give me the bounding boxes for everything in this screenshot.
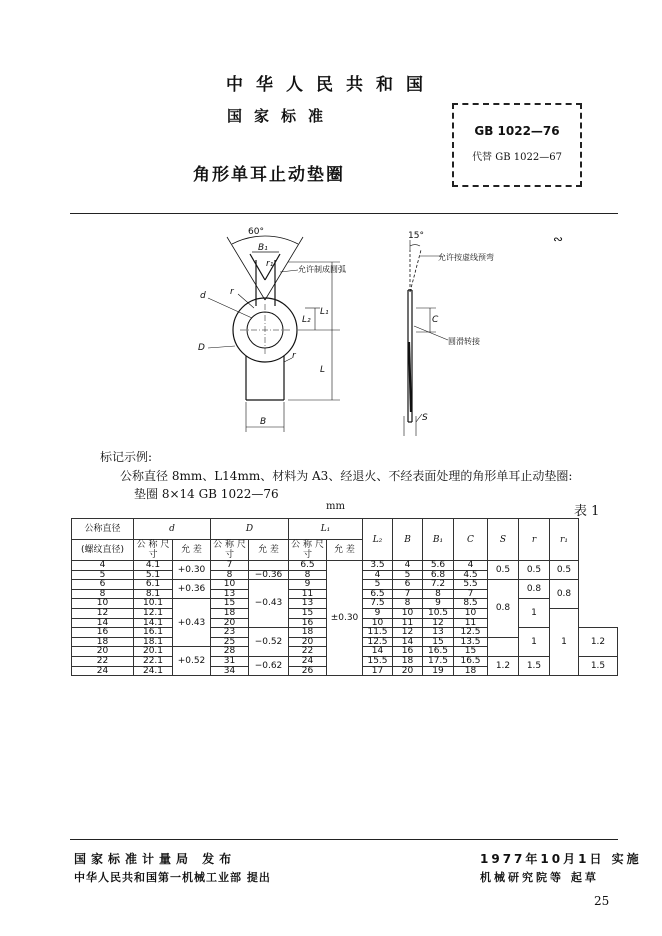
cell-D: 31 bbox=[211, 656, 249, 666]
cell-D: 34 bbox=[211, 666, 249, 676]
L1-label: L₁ bbox=[320, 307, 329, 317]
S-label: S bbox=[422, 413, 428, 423]
cell-d: 20.1 bbox=[134, 647, 173, 657]
cell-L2: 6.5 bbox=[363, 589, 393, 599]
proposer: 中华人民共和国第一机械工业部 提出 bbox=[74, 871, 271, 884]
cell-nominal: 5 bbox=[72, 570, 134, 580]
cell-C: 13.5 bbox=[454, 637, 488, 647]
cell-d-tol: +0.43 bbox=[173, 599, 211, 647]
cell-L2: 4 bbox=[363, 570, 393, 580]
cell-B1: 13 bbox=[423, 628, 454, 638]
th-D: D bbox=[211, 519, 289, 540]
cell-D: 10 bbox=[211, 580, 249, 590]
corner-mark: ∾ bbox=[553, 232, 564, 246]
th-r1: r₁ bbox=[550, 519, 579, 561]
cell-r: 1.2 bbox=[579, 628, 618, 657]
drafter: 机械研究院等 起草 bbox=[480, 871, 599, 884]
footer-divider bbox=[70, 839, 618, 840]
cell-B: 12 bbox=[393, 628, 423, 638]
r-top-label: r bbox=[230, 287, 234, 297]
th-d-size: 公 称 尺 寸 bbox=[134, 540, 173, 561]
cell-nominal: 8 bbox=[72, 589, 134, 599]
cell-C: 10 bbox=[454, 608, 488, 618]
cell-D-tol: −0.43 bbox=[249, 580, 289, 628]
cell-B: 11 bbox=[393, 618, 423, 628]
cell-nominal: 12 bbox=[72, 608, 134, 618]
cell-nominal: 20 bbox=[72, 647, 134, 657]
cell-L1-tol: ±0.30 bbox=[327, 561, 363, 676]
th-B: B bbox=[393, 519, 423, 561]
cell-L2: 12.5 bbox=[363, 637, 393, 647]
cell-nominal: 14 bbox=[72, 618, 134, 628]
cell-r: 0.8 bbox=[519, 580, 550, 599]
cell-C: 8.5 bbox=[454, 599, 488, 609]
cell-d: 22.1 bbox=[134, 656, 173, 666]
cell-L2: 9 bbox=[363, 608, 393, 618]
cell-B: 8 bbox=[393, 599, 423, 609]
C-label: C bbox=[432, 315, 439, 325]
cell-B: 20 bbox=[393, 666, 423, 676]
cell-nominal: 4 bbox=[72, 561, 134, 571]
cell-nominal: 10 bbox=[72, 599, 134, 609]
angle-15-label: 15° bbox=[408, 231, 424, 241]
cell-B: 4 bbox=[393, 561, 423, 571]
marking-example-text: 公称直径 8mm、L14mm、材料为 A3、经退火、不经表面处理的角形单耳止动垫圈: bbox=[120, 469, 573, 483]
cell-D: 7 bbox=[211, 561, 249, 571]
cell-r: 1.5 bbox=[519, 656, 550, 675]
cell-r1: 1 bbox=[550, 608, 579, 675]
cell-L2: 15.5 bbox=[363, 656, 393, 666]
note-arc-label: 允许制成圆弧 bbox=[298, 265, 346, 274]
header-divider bbox=[70, 213, 618, 214]
dimension-table bbox=[71, 518, 618, 676]
cell-r: 0.5 bbox=[519, 561, 550, 580]
cell-d: 16.1 bbox=[134, 628, 173, 638]
b1-label: B₁ bbox=[258, 243, 268, 253]
standard-number: GB 1022—76 bbox=[474, 124, 560, 138]
cell-B: 18 bbox=[393, 656, 423, 666]
cell-S: 0.8 bbox=[488, 580, 519, 638]
cell-L2: 10 bbox=[363, 618, 393, 628]
cell-C: 18 bbox=[454, 666, 488, 676]
th-d: d bbox=[134, 519, 211, 540]
marking-example-code: 垫圈 8×14 GB 1022—76 bbox=[134, 487, 279, 501]
cell-L1: 15 bbox=[289, 608, 327, 618]
note-round-label: 圆滑转接 bbox=[448, 337, 480, 346]
doc-title: 角形单耳止动垫圈 bbox=[193, 165, 345, 185]
cell-B: 10 bbox=[393, 608, 423, 618]
cell-nominal: 6 bbox=[72, 580, 134, 590]
cell-L2: 14 bbox=[363, 647, 393, 657]
cell-D-tol: −0.36 bbox=[249, 570, 289, 580]
cell-D-tol: −0.62 bbox=[249, 656, 289, 675]
th-d-tol: 允 差 bbox=[173, 540, 211, 561]
cell-C: 7 bbox=[454, 589, 488, 599]
cell-L2: 17 bbox=[363, 666, 393, 676]
cell-d: 24.1 bbox=[134, 666, 173, 676]
cell-B1: 19 bbox=[423, 666, 454, 676]
cell-D-tol-empty bbox=[249, 561, 289, 571]
cell-B1: 5.6 bbox=[423, 561, 454, 571]
cell-B: 7 bbox=[393, 589, 423, 599]
cell-B1: 12 bbox=[423, 618, 454, 628]
cell-C: 16.5 bbox=[454, 656, 488, 666]
cell-S: 1 bbox=[519, 628, 550, 657]
cell-B: 5 bbox=[393, 570, 423, 580]
table-row bbox=[72, 561, 618, 571]
page-number: 25 bbox=[594, 894, 610, 908]
cell-d: 5.1 bbox=[134, 570, 173, 580]
country-name: 中华人民共和国 bbox=[226, 75, 436, 95]
th-nominal-sub: (螺纹直径) bbox=[72, 540, 134, 561]
L2-label: L₂ bbox=[302, 315, 311, 325]
standard-type: 国家标准 bbox=[226, 107, 335, 125]
cell-D: 8 bbox=[211, 570, 249, 580]
th-D-size: 公 称 尺 寸 bbox=[211, 540, 249, 561]
cell-d: 10.1 bbox=[134, 599, 173, 609]
cell-d: 12.1 bbox=[134, 608, 173, 618]
cell-C: 5.5 bbox=[454, 580, 488, 590]
cell-C: 4 bbox=[454, 561, 488, 571]
cell-nominal: 22 bbox=[72, 656, 134, 666]
cell-d: 4.1 bbox=[134, 561, 173, 571]
cell-D: 28 bbox=[211, 647, 249, 657]
cell-L2: 5 bbox=[363, 580, 393, 590]
cell-B: 6 bbox=[393, 580, 423, 590]
effective-date: 1977年10月1日 实施 bbox=[480, 852, 642, 866]
th-L1-size: 公 称 尺 寸 bbox=[289, 540, 327, 561]
cell-L2: 11.5 bbox=[363, 628, 393, 638]
angle-60-label: 60° bbox=[248, 227, 264, 237]
th-D-tol: 允 差 bbox=[249, 540, 289, 561]
cell-C: 4.5 bbox=[454, 570, 488, 580]
cell-L1: 16 bbox=[289, 618, 327, 628]
cell-B1: 8 bbox=[423, 589, 454, 599]
th-B1: B₁ bbox=[423, 519, 454, 561]
cell-r: 1 bbox=[519, 599, 550, 628]
cell-L2: 7.5 bbox=[363, 599, 393, 609]
cell-d: 6.1 bbox=[134, 580, 173, 590]
cell-D: 23 bbox=[211, 628, 249, 638]
cell-nominal: 16 bbox=[72, 628, 134, 638]
cell-D: 15 bbox=[211, 599, 249, 609]
r-bottom-label: r bbox=[292, 351, 296, 361]
standard-number-box bbox=[452, 103, 582, 187]
cell-d: 8.1 bbox=[134, 589, 173, 599]
cell-L1: 22 bbox=[289, 647, 327, 657]
cell-B1: 7.2 bbox=[423, 580, 454, 590]
cell-d-tol: +0.30 bbox=[173, 561, 211, 580]
d-label: d bbox=[200, 291, 206, 301]
cell-L2: 3.5 bbox=[363, 561, 393, 571]
cell-B1: 9 bbox=[423, 599, 454, 609]
cell-B1: 16.5 bbox=[423, 647, 454, 657]
D-label: D bbox=[198, 343, 205, 353]
cell-B1: 15 bbox=[423, 637, 454, 647]
cell-B: 14 bbox=[393, 637, 423, 647]
cell-L1: 8 bbox=[289, 570, 327, 580]
cell-r1: 0.5 bbox=[550, 561, 579, 580]
cell-S: 1.2 bbox=[488, 656, 519, 675]
L-label: L bbox=[320, 365, 326, 375]
th-r: r bbox=[519, 519, 550, 561]
cell-D: 20 bbox=[211, 618, 249, 628]
cell-d-tol: +0.52 bbox=[173, 647, 211, 676]
cell-D-tol: −0.52 bbox=[249, 628, 289, 657]
cell-L1: 9 bbox=[289, 580, 327, 590]
cell-nominal: 18 bbox=[72, 637, 134, 647]
th-L2: L₂ bbox=[363, 519, 393, 561]
table-unit: mm bbox=[326, 501, 345, 512]
th-S: S bbox=[488, 519, 519, 561]
replaces-standard: 代替 GB 1022—67 bbox=[472, 152, 562, 163]
cell-B1: 10.5 bbox=[423, 608, 454, 618]
cell-B1: 17.5 bbox=[423, 656, 454, 666]
note-dashed-label: 允许按虚线预弯 bbox=[438, 253, 494, 262]
marking-example-heading: 标记示例: bbox=[100, 450, 153, 464]
washer-drawing bbox=[180, 222, 520, 444]
cell-r1: 0.8 bbox=[550, 580, 579, 609]
cell-d-tol: +0.36 bbox=[173, 580, 211, 599]
cell-L1: 13 bbox=[289, 599, 327, 609]
cell-D: 25 bbox=[211, 637, 249, 647]
B-label: B bbox=[260, 417, 267, 427]
cell-L1: 11 bbox=[289, 589, 327, 599]
cell-S: 0.5 bbox=[488, 561, 519, 580]
cell-C: 12.5 bbox=[454, 628, 488, 638]
cell-d: 14.1 bbox=[134, 618, 173, 628]
cell-D: 13 bbox=[211, 589, 249, 599]
cell-L1: 20 bbox=[289, 637, 327, 647]
table-caption: 表 1 bbox=[574, 504, 600, 519]
cell-B: 16 bbox=[393, 647, 423, 657]
cell-d: 18.1 bbox=[134, 637, 173, 647]
th-nominal: 公称直径 bbox=[72, 519, 134, 540]
cell-L1: 18 bbox=[289, 628, 327, 638]
cell-L1: 6.5 bbox=[289, 561, 327, 571]
cell-r1: 1.5 bbox=[579, 656, 618, 675]
th-L1: L₁ bbox=[289, 519, 363, 540]
r1-label: r₁ bbox=[266, 259, 274, 269]
cell-B1: 6.8 bbox=[423, 570, 454, 580]
cell-C: 11 bbox=[454, 618, 488, 628]
cell-L1: 26 bbox=[289, 666, 327, 676]
th-C: C bbox=[454, 519, 488, 561]
th-L1-tol: 允 差 bbox=[327, 540, 363, 561]
cell-C: 15 bbox=[454, 647, 488, 657]
cell-nominal: 24 bbox=[72, 666, 134, 676]
publisher: 国家标准计量局 发布 bbox=[74, 852, 237, 866]
cell-L1: 24 bbox=[289, 656, 327, 666]
cell-D: 18 bbox=[211, 608, 249, 618]
